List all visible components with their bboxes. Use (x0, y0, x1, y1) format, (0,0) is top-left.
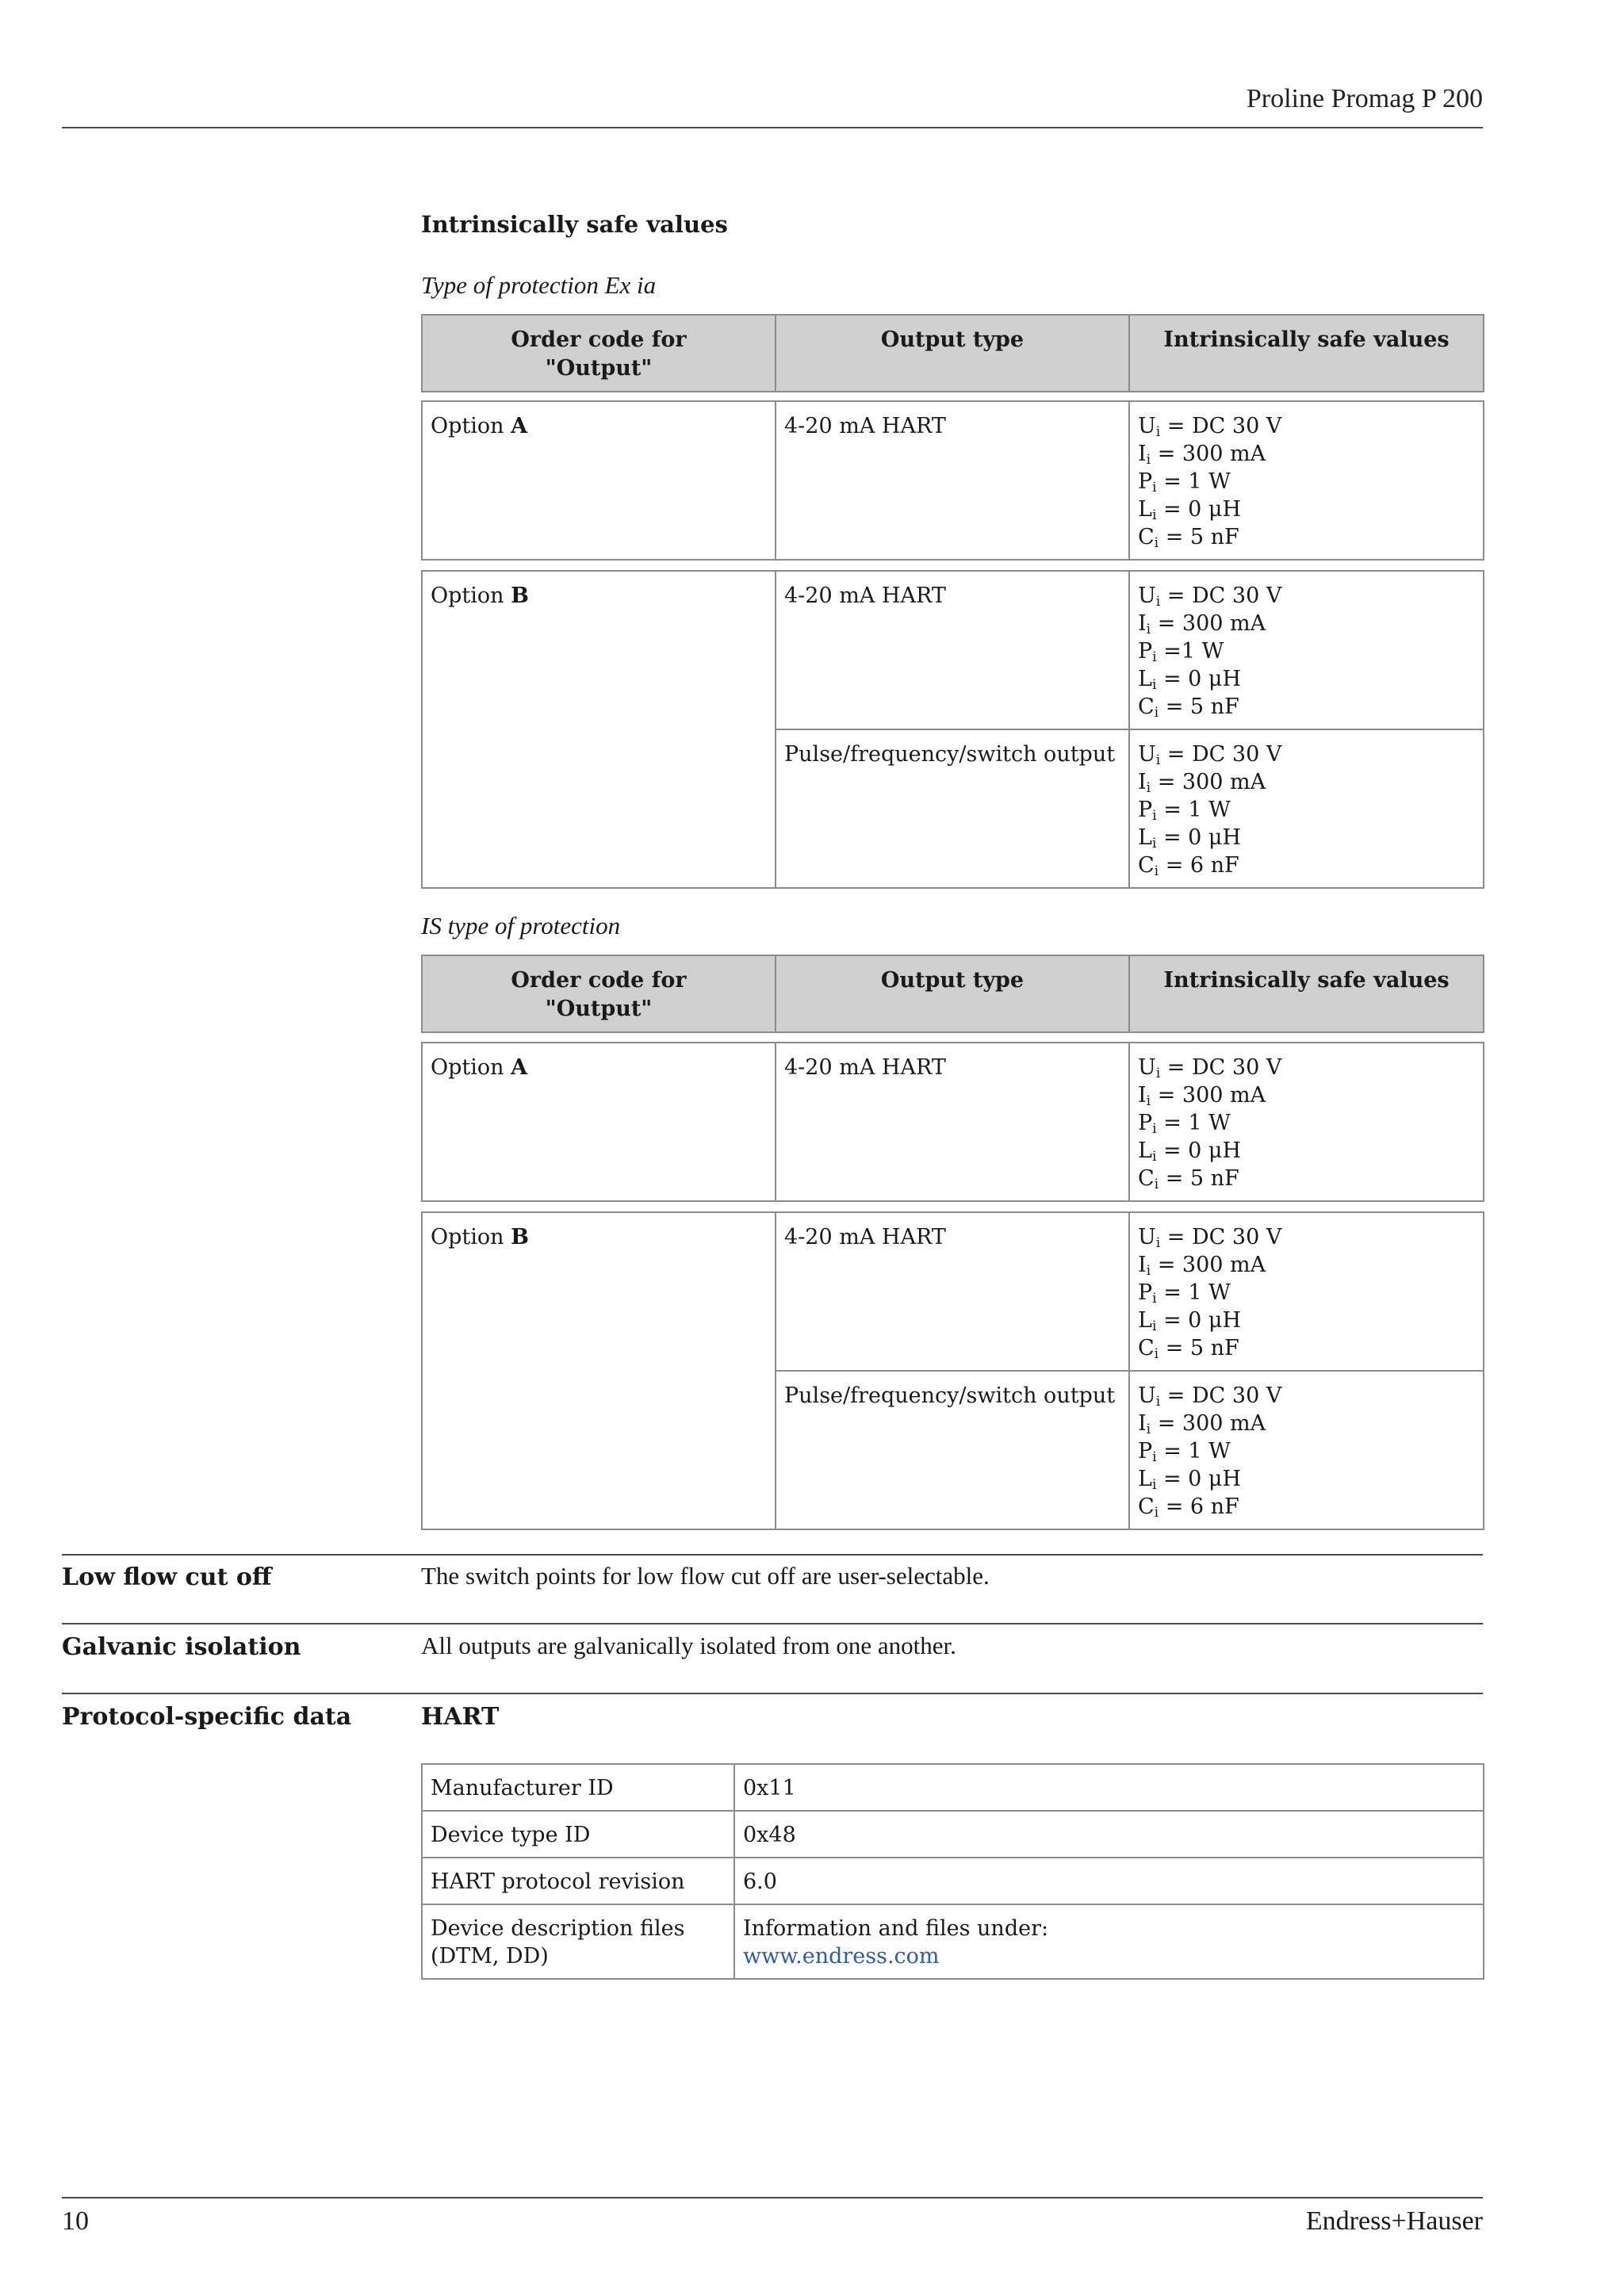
option-code: B (511, 1225, 529, 1249)
footer-rule (62, 2197, 1483, 2198)
safe-value-text: = 5 nF (1165, 1166, 1239, 1191)
safe-value-line (1138, 1223, 1475, 1251)
safe-value-text: = 6 nF (1165, 853, 1239, 878)
column-header-safe-values: Intrinsically safe values (1129, 955, 1484, 1032)
safe-value-symbol: L (1138, 1308, 1152, 1333)
safe-value-line (1138, 740, 1475, 768)
safe-value-text: = 5 nF (1165, 1336, 1239, 1360)
safe-value-text: = 0 μH (1162, 1308, 1242, 1333)
safe-value-subscript: i (1146, 1093, 1151, 1109)
safe-value-line (1138, 693, 1475, 721)
safe-value-text: = 0 μH (1162, 825, 1242, 850)
safe-value-line (1138, 1165, 1475, 1192)
safe-value-subscript: i (1152, 480, 1157, 496)
table1-option-b (421, 570, 1484, 889)
safe-value-symbol: I (1138, 1083, 1147, 1108)
safe-value-line (1138, 523, 1475, 551)
safe-value-symbol: C (1138, 695, 1155, 719)
column-header-order-code (422, 955, 776, 1032)
safe-value-symbol: P (1138, 1111, 1153, 1135)
safe-value-subscript: i (1151, 507, 1157, 523)
safe-value-text: = DC 30 V (1166, 1055, 1282, 1080)
safe-value-symbol: I (1138, 611, 1147, 636)
hart-key: Manufacturer ID (422, 1764, 734, 1811)
safe-value-line (1138, 637, 1475, 665)
safe-value-symbol: L (1138, 667, 1152, 691)
dd-info-text: Information and files under: (743, 1916, 1049, 1941)
safe-value-symbol: U (1138, 1055, 1156, 1080)
hart-table (421, 1763, 1484, 1980)
page-number: 10 (62, 2206, 89, 2236)
safe-value-text: = 6 nF (1165, 1494, 1239, 1519)
safe-value-text: = 0 μH (1162, 667, 1242, 691)
hart-key: Device type ID (422, 1811, 734, 1858)
output-type-cell: Pulse/frequency/switch output (776, 1371, 1129, 1529)
safe-value-symbol: P (1138, 469, 1153, 494)
safe-value-symbol: U (1138, 584, 1156, 608)
table-row (422, 1858, 1484, 1904)
safe-value-symbol: L (1138, 1467, 1152, 1491)
safe-value-subscript: i (1151, 1318, 1157, 1334)
column-header-order-code-line1: Order code for (511, 968, 687, 993)
safe-value-line (1138, 824, 1475, 851)
option-code: A (511, 1055, 528, 1080)
safe-value-symbol: I (1138, 1411, 1147, 1436)
safe-value-text: = 5 nF (1165, 525, 1239, 549)
table2-option-a (421, 1042, 1484, 1202)
safe-value-symbol: U (1138, 742, 1156, 767)
safe-value-text: = DC 30 V (1166, 1225, 1282, 1249)
table1-option-a (421, 400, 1484, 561)
option-code: A (511, 414, 528, 438)
option-cell (422, 571, 776, 888)
safe-values-cell (1129, 571, 1484, 729)
safe-value-text: = DC 30 V (1166, 1383, 1282, 1408)
safe-value-line (1138, 1251, 1475, 1279)
safe-value-text: = 5 nF (1165, 695, 1239, 719)
safe-value-subscript: i (1152, 1291, 1157, 1307)
safe-value-line (1138, 1382, 1475, 1410)
safe-value-subscript: i (1152, 1121, 1157, 1137)
safe-value-subscript: i (1146, 452, 1151, 468)
endress-link[interactable]: www.endress.com (743, 1944, 940, 1969)
column-header-order-code (422, 315, 776, 392)
hart-value (734, 1904, 1484, 1979)
output-type-cell: Pulse/frequency/switch output (776, 729, 1129, 888)
intrinsic-heading: Intrinsically safe values (421, 211, 728, 238)
safe-value-subscript: i (1151, 677, 1157, 693)
section-rule-low-flow (62, 1554, 1483, 1556)
safe-value-line (1138, 1054, 1475, 1081)
hart-value: 6.0 (734, 1858, 1484, 1904)
footer-brand: Endress+Hauser (1305, 2206, 1483, 2236)
safe-value-line (1138, 1493, 1475, 1521)
safe-value-line (1138, 496, 1475, 523)
safe-value-line (1138, 610, 1475, 637)
safe-value-line (1138, 1109, 1475, 1137)
safe-value-line (1138, 1081, 1475, 1109)
safe-value-symbol: U (1138, 1383, 1156, 1408)
safe-value-text: = 0 μH (1162, 1467, 1242, 1491)
safe-value-line (1138, 665, 1475, 693)
safe-value-line (1138, 796, 1475, 824)
safe-value-text: = 1 W (1163, 798, 1231, 822)
hart-value: 0x11 (734, 1764, 1484, 1811)
safe-value-subscript: i (1146, 780, 1151, 796)
safe-value-symbol: P (1138, 798, 1153, 822)
safe-value-line (1138, 1410, 1475, 1437)
safe-value-symbol: I (1138, 770, 1147, 794)
safe-value-subscript: i (1154, 863, 1159, 879)
document-header-title: Proline Promag P 200 (1246, 84, 1483, 113)
safe-value-text: = 300 mA (1157, 611, 1266, 636)
safe-value-subscript: i (1154, 1177, 1159, 1192)
low-flow-text: The switch points for low flow cut off are user-selectable. (421, 1562, 990, 1590)
safe-value-symbol: U (1138, 414, 1156, 438)
safe-value-text: = DC 30 V (1166, 584, 1282, 608)
output-type-cell: 4-20 mA HART (776, 571, 1129, 729)
safe-value-line (1138, 1465, 1475, 1493)
safe-value-subscript: i (1151, 1477, 1157, 1493)
safe-values-cell (1129, 401, 1484, 560)
hart-key: HART protocol revision (422, 1858, 734, 1904)
safe-value-text: = 300 mA (1157, 1083, 1266, 1108)
safe-values-cell (1129, 1371, 1484, 1529)
option-cell (422, 1043, 776, 1201)
safe-value-symbol: P (1138, 1280, 1153, 1305)
safe-value-line (1138, 468, 1475, 496)
table-row (422, 1904, 1484, 1979)
safe-value-subscript: i (1152, 649, 1157, 665)
safe-value-line (1138, 412, 1475, 440)
safe-value-symbol: C (1138, 1494, 1155, 1519)
galvanic-label: Galvanic isolation (62, 1633, 301, 1661)
safe-value-subscript: i (1146, 622, 1151, 637)
option-prefix: Option (431, 1225, 504, 1249)
table-row (422, 1811, 1484, 1858)
safe-value-symbol: L (1138, 1138, 1152, 1163)
column-header-safe-values: Intrinsically safe values (1129, 315, 1484, 392)
option-prefix: Option (431, 584, 504, 608)
column-header-output-type: Output type (776, 955, 1129, 1032)
header-rule (62, 127, 1483, 128)
safe-value-symbol: P (1138, 639, 1153, 664)
safe-value-symbol: C (1138, 525, 1155, 549)
safe-value-subscript: i (1152, 808, 1157, 824)
safe-value-subscript: i (1155, 752, 1161, 768)
safe-value-line (1138, 1334, 1475, 1362)
safe-value-subscript: i (1155, 1066, 1161, 1081)
safe-value-line (1138, 1437, 1475, 1465)
option-prefix: Option (431, 414, 504, 438)
safe-value-text: = 300 mA (1157, 1411, 1266, 1436)
safe-value-subscript: i (1152, 1449, 1157, 1465)
low-flow-label: Low flow cut off (62, 1563, 272, 1591)
safe-value-subscript: i (1154, 1505, 1159, 1521)
option-code: B (511, 584, 529, 608)
option-cell (422, 401, 776, 560)
safe-value-text: = 300 mA (1157, 770, 1266, 794)
output-type-cell: 4-20 mA HART (776, 1212, 1129, 1371)
safe-value-subscript: i (1151, 836, 1157, 851)
protocol-label: Protocol-specific data (62, 1703, 352, 1731)
safe-value-symbol: C (1138, 1336, 1155, 1360)
safe-value-line (1138, 1279, 1475, 1307)
section-rule-galvanic (62, 1623, 1483, 1624)
hart-key: Device description files (DTM, DD) (422, 1904, 734, 1979)
safe-value-text: = 1 W (1163, 1280, 1231, 1305)
safe-value-symbol: I (1138, 442, 1147, 466)
safe-value-subscript: i (1154, 535, 1159, 551)
safe-value-symbol: U (1138, 1225, 1156, 1249)
table2-caption: IS type of protection (421, 912, 621, 939)
column-header-order-code-line2: "Output" (545, 997, 653, 1021)
safe-value-text: = 300 mA (1157, 442, 1266, 466)
output-type-cell: 4-20 mA HART (776, 1043, 1129, 1201)
hart-heading: HART (421, 1703, 500, 1731)
safe-value-symbol: C (1138, 853, 1155, 878)
safe-value-subscript: i (1146, 1263, 1151, 1279)
table1-caption: Type of protection Ex ia (421, 271, 657, 299)
safe-value-line (1138, 582, 1475, 610)
safe-value-subscript: i (1155, 1235, 1161, 1251)
option-prefix: Option (431, 1055, 504, 1080)
safe-value-line (1138, 768, 1475, 796)
safe-values-cell (1129, 1212, 1484, 1371)
column-header-order-code-line2: "Output" (545, 356, 653, 381)
safe-values-cell (1129, 1043, 1484, 1201)
safe-value-symbol: I (1138, 1253, 1147, 1277)
table1-header (421, 314, 1484, 392)
safe-value-text: =1 W (1163, 639, 1224, 664)
safe-value-subscript: i (1154, 1346, 1159, 1362)
table2-header (421, 955, 1484, 1033)
safe-value-symbol: L (1138, 497, 1152, 522)
hart-value: 0x48 (734, 1811, 1484, 1858)
safe-value-symbol: L (1138, 825, 1152, 850)
safe-value-text: = 0 μH (1162, 1138, 1242, 1163)
table2-option-b (421, 1211, 1484, 1530)
safe-value-subscript: i (1155, 1394, 1161, 1410)
safe-value-line (1138, 440, 1475, 468)
column-header-output-type: Output type (776, 315, 1129, 392)
safe-value-text: = 1 W (1163, 1111, 1231, 1135)
safe-value-symbol: C (1138, 1166, 1155, 1191)
safe-value-text: = 0 μH (1162, 497, 1242, 522)
safe-value-line (1138, 1137, 1475, 1165)
column-header-order-code-line1: Order code for (511, 327, 687, 352)
option-cell (422, 1212, 776, 1529)
safe-value-subscript: i (1155, 594, 1161, 610)
safe-value-text: = DC 30 V (1166, 414, 1282, 438)
safe-values-cell (1129, 729, 1484, 888)
safe-value-text: = 1 W (1163, 1439, 1231, 1464)
table-row (422, 1764, 1484, 1811)
safe-value-line (1138, 851, 1475, 879)
safe-value-subscript: i (1146, 1422, 1151, 1437)
galvanic-text: All outputs are galvanically isolated from one another. (421, 1632, 956, 1659)
safe-value-text: = DC 30 V (1166, 742, 1282, 767)
safe-value-text: = 300 mA (1157, 1253, 1266, 1277)
safe-value-subscript: i (1155, 424, 1161, 440)
output-type-cell: 4-20 mA HART (776, 401, 1129, 560)
section-rule-protocol (62, 1693, 1483, 1694)
safe-value-subscript: i (1151, 1149, 1157, 1165)
safe-value-line (1138, 1307, 1475, 1334)
safe-value-subscript: i (1154, 705, 1159, 721)
safe-value-text: = 1 W (1163, 469, 1231, 494)
safe-value-symbol: P (1138, 1439, 1153, 1464)
